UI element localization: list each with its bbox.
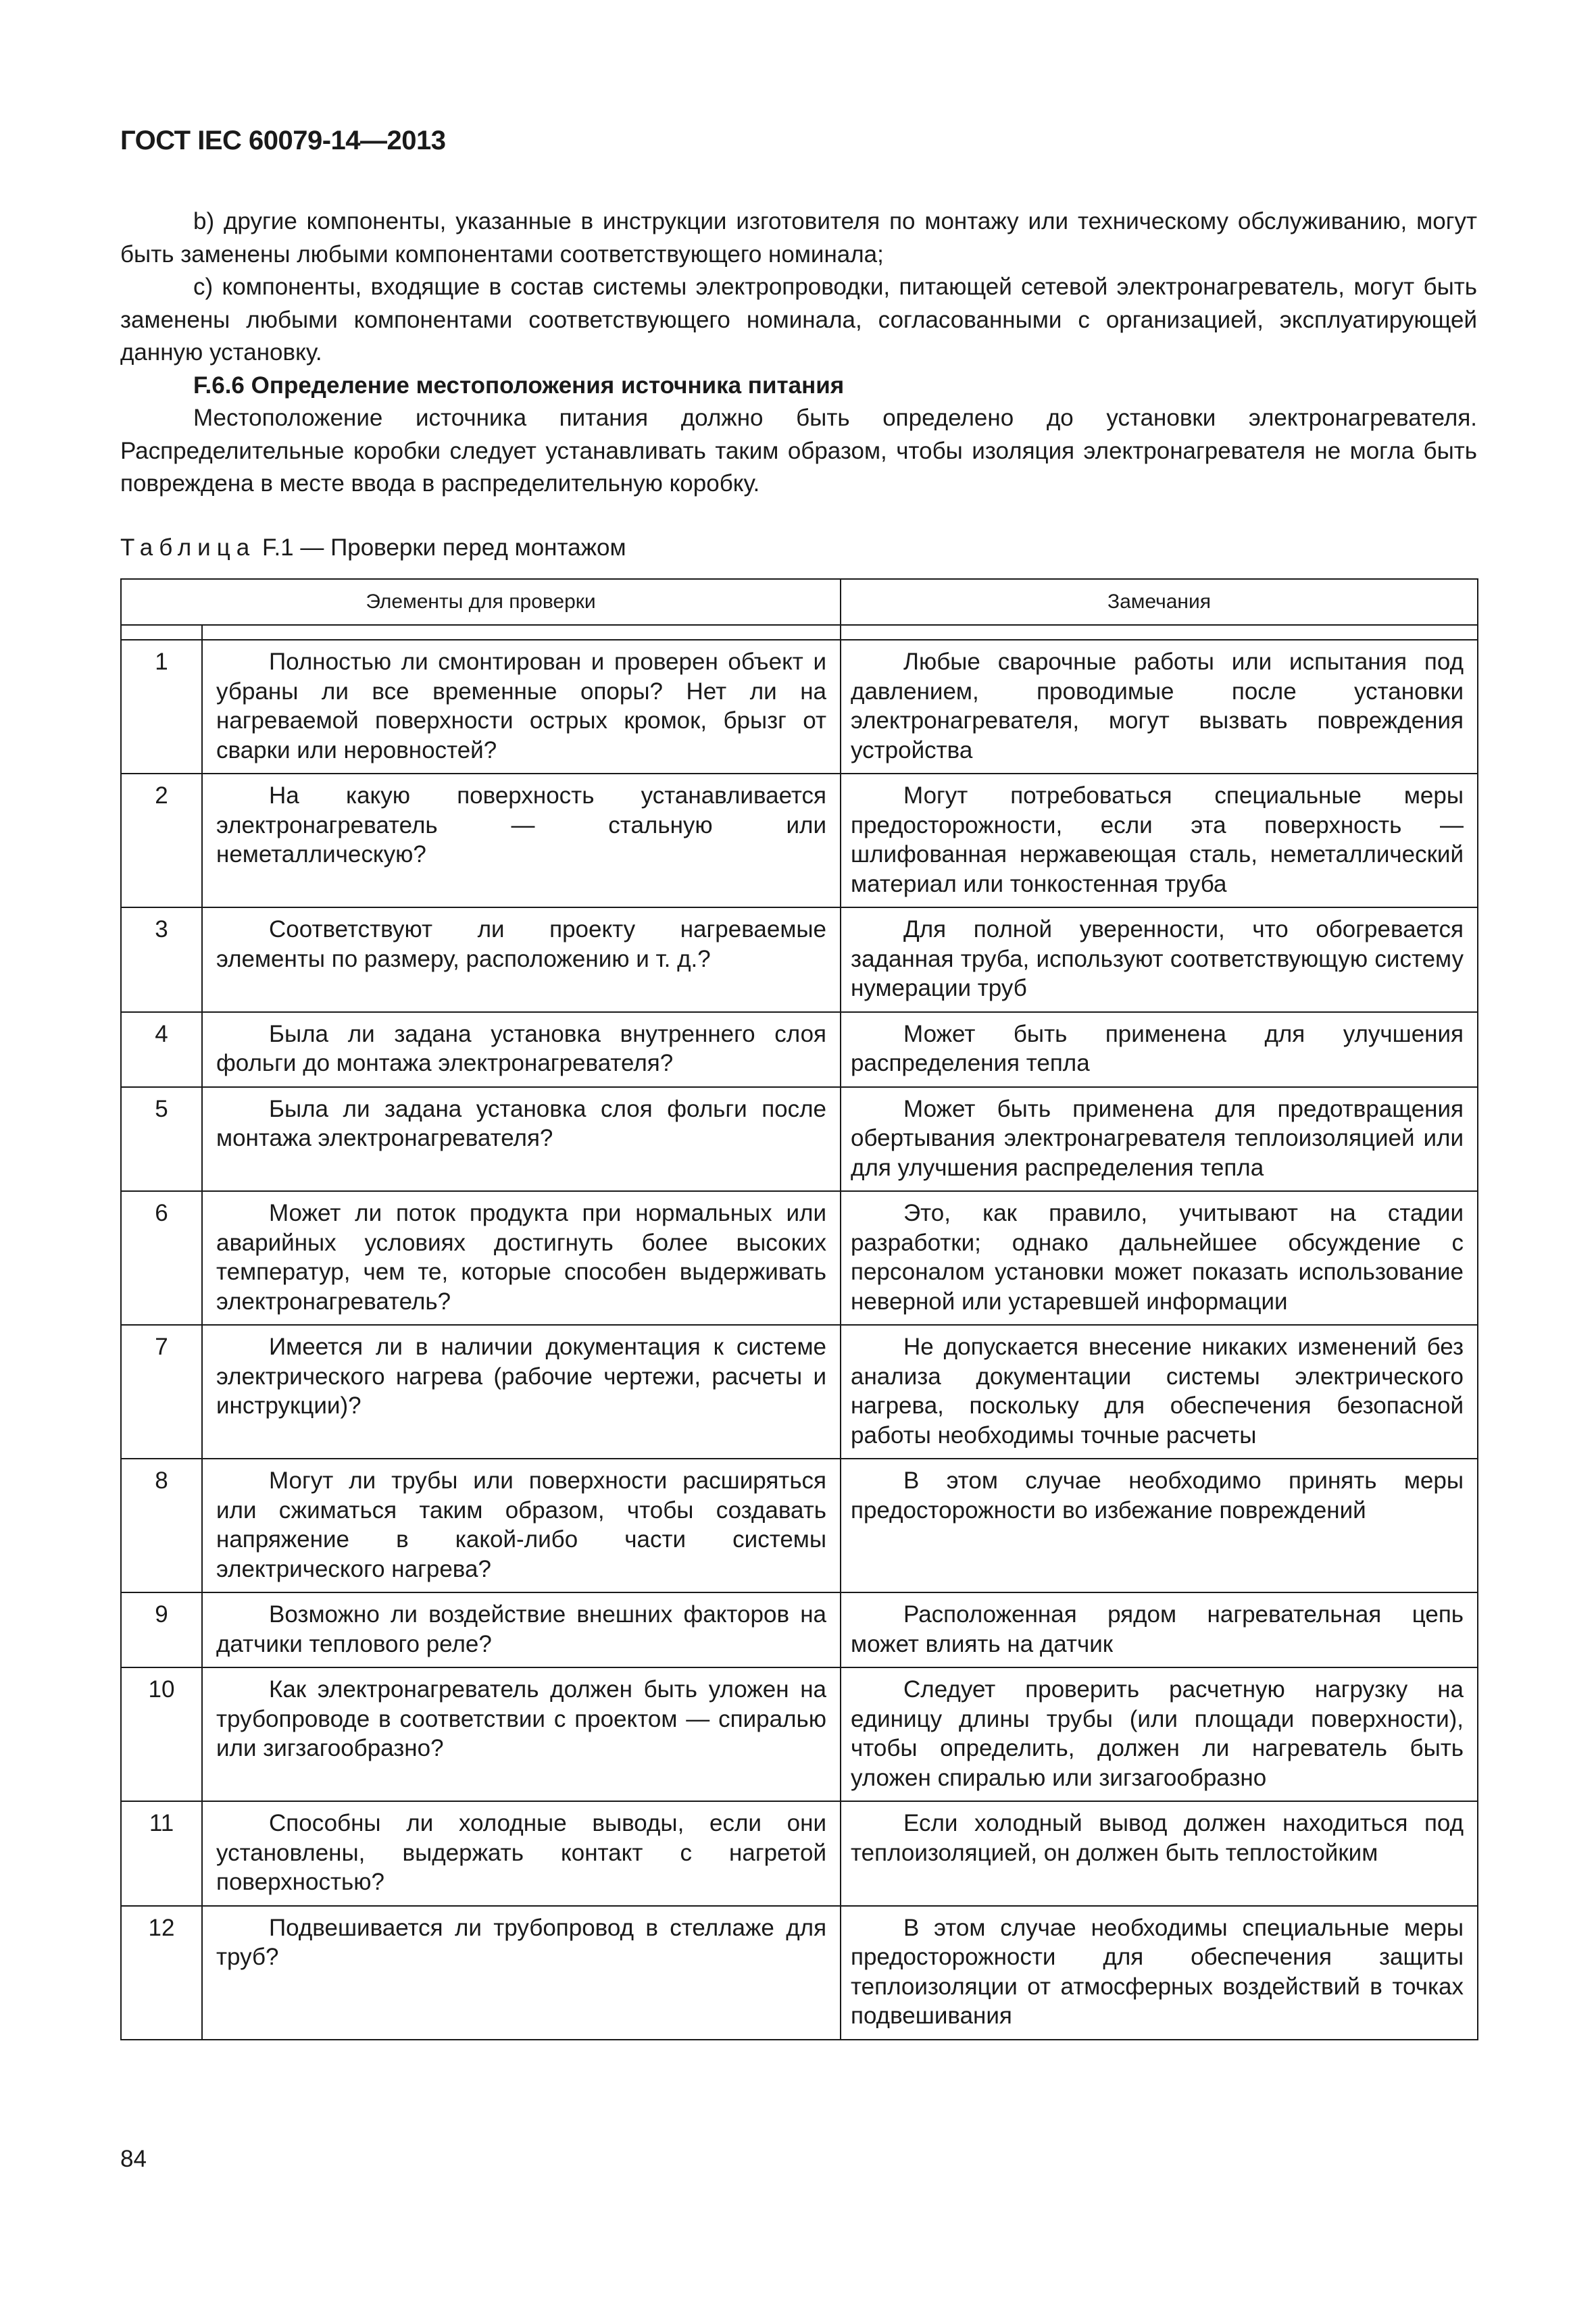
check-item: На какую поверхность устанавливается электронагреватель — стальную или неметаллическую?: [202, 774, 841, 907]
paragraph-c: c) компоненты, входящие в состав системы электропроводки, питающей сетевой электронагреватель, могут быть заменены любыми компонентами соответствующего номинала, согласованными с организацией, эксплуатирующей данную установку.: [120, 274, 1477, 366]
table-row: [121, 640, 1478, 774]
row-number: 4: [121, 1012, 202, 1087]
table-row: [121, 774, 1478, 907]
table-row: [121, 1087, 1478, 1192]
header-notes: Замечания: [841, 579, 1478, 625]
check-remark: Это, как правило, учитывают на стадии разработки; однако дальнейшее обсуждение с персоналом установки может показать использование неверной или устаревшей информации: [841, 1191, 1478, 1325]
row-number: 7: [121, 1325, 202, 1459]
check-remark: Любые сварочные работы или испытания под давлением, проводимые после установки электронагревателя, могут вызвать повреждения устройства: [841, 640, 1478, 774]
check-item: Была ли задана установка слоя фольги после монтажа электронагревателя?: [202, 1087, 841, 1192]
row-number: 5: [121, 1087, 202, 1192]
table-header-row: [121, 579, 1478, 625]
row-number: 1: [121, 640, 202, 774]
row-number: 10: [121, 1667, 202, 1801]
table-row: [121, 1191, 1478, 1325]
check-item: Способны ли холодные выводы, если они установлены, выдержать контакт с нагретой поверхностью?: [202, 1801, 841, 1906]
paragraph-location: Местоположение источника питания должно быть определено до установки электронагревателя. Распределительные коробки следует устанавливать таким образом, чтобы изоляция электронагревателя не могла быть повреждена в месте ввода в распределительную коробку.: [120, 405, 1477, 497]
check-remark: Если холодный вывод должен находиться под теплоизоляцией, он должен быть теплостойким: [841, 1801, 1478, 1906]
table-row: [121, 1801, 1478, 1906]
check-remark: В этом случае необходимы специальные меры предосторожности для обеспечения защиты теплоизоляции от атмосферных воздействий в точках подвешивания: [841, 1906, 1478, 2040]
check-remark: Расположенная рядом нагревательная цепь может влиять на датчик: [841, 1592, 1478, 1667]
check-item: Полностью ли смонтирован и проверен объект и убраны ли все временные опоры? Нет ли на нагреваемой поверхности острых кромок, брызг от сварки или неровностей?: [202, 640, 841, 774]
row-number: 2: [121, 774, 202, 907]
check-remark: Для полной уверенности, что обогревается заданная труба, используют соответствующую систему нумерации труб: [841, 907, 1478, 1012]
check-remark: Следует проверить расчетную нагрузку на единицу длины трубы (или площади поверхности), чтобы определить, должен ли нагреватель быть уложен спиралью или зигзагообразно: [841, 1667, 1478, 1801]
table-row: [121, 1459, 1478, 1592]
row-number: 8: [121, 1459, 202, 1592]
body-text: [120, 205, 1477, 501]
table-caption: [120, 534, 626, 561]
row-number: 3: [121, 907, 202, 1012]
table-row: [121, 1667, 1478, 1801]
check-item: Имеется ли в наличии документация к системе электрического нагрева (рабочие чертежи, расчеты и инструкции)?: [202, 1325, 841, 1459]
check-remark: Может быть применена для предотвращения обертывания электронагревателя теплоизоляцией или для улучшения распределения тепла: [841, 1087, 1478, 1192]
check-item: Может ли поток продукта при нормальных или аварийных условиях достигнуть более высоких температур, чем те, которые способен выдерживать электронагреватель?: [202, 1191, 841, 1325]
paragraph-b: b) другие компоненты, указанные в инструкции изготовителя по монтажу или техническому обслуживанию, могут быть заменены любыми компонентами соответствующего номинала;: [120, 208, 1477, 268]
check-remark: Может быть применена для улучшения распределения тепла: [841, 1012, 1478, 1087]
check-item: Соответствуют ли проекту нагреваемые элементы по размеру, расположению и т. д.?: [202, 907, 841, 1012]
header-spacer: [121, 625, 1478, 640]
header-items: Элементы для проверки: [121, 579, 841, 625]
check-item: Была ли задана установка внутреннего слоя фольги до монтажа электронагревателя?: [202, 1012, 841, 1087]
table-row: [121, 1012, 1478, 1087]
table-caption-title: F.1 — Проверки перед монтажом: [255, 534, 626, 561]
table-row: [121, 1592, 1478, 1667]
check-remark: В этом случае необходимо принять меры предосторожности во избежание повреждений: [841, 1459, 1478, 1592]
table-row: [121, 1906, 1478, 2040]
check-item: Как электронагреватель должен быть уложен на трубопроводе в соответствии с проектом — спиралью или зигзагообразно?: [202, 1667, 841, 1801]
row-number: 12: [121, 1906, 202, 2040]
row-number: 6: [121, 1191, 202, 1325]
table-row: [121, 1325, 1478, 1459]
check-item: Возможно ли воздействие внешних факторов на датчики теплового реле?: [202, 1592, 841, 1667]
table-row: [121, 907, 1478, 1012]
table-body: [121, 640, 1478, 2040]
section-heading: F.6.6 Определение местоположения источника питания: [193, 372, 845, 399]
row-number: 11: [121, 1801, 202, 1906]
table-caption-label: Таблица: [120, 534, 256, 561]
page-number: 84: [120, 2146, 147, 2172]
check-item: Подвешивается ли трубопровод в стеллаже для труб?: [202, 1906, 841, 2040]
check-remark: Не допускается внесение никаких изменений без анализа документации системы электрического нагрева, поскольку для обеспечения безопасной работы необходимы точные расчеты: [841, 1325, 1478, 1459]
standard-header: ГОСТ IEC 60079-14—2013: [120, 126, 446, 155]
check-remark: Могут потребоваться специальные меры предосторожности, если эта поверхность — шлифованная нержавеющая сталь, неметаллический материал или тонкостенная труба: [841, 774, 1478, 907]
checks-table: [120, 578, 1478, 2040]
check-item: Могут ли трубы или поверхности расширяться или сжиматься таким образом, чтобы создавать напряжение в какой-либо части системы электрического нагрева?: [202, 1459, 841, 1592]
row-number: 9: [121, 1592, 202, 1667]
